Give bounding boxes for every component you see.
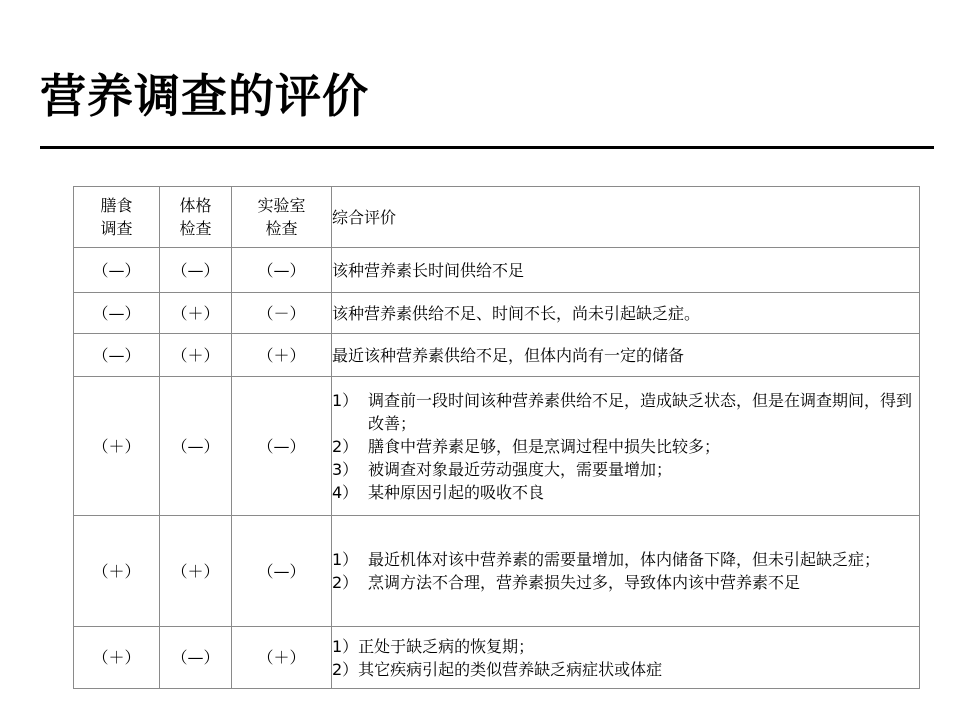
header-physical: 体格 检查 xyxy=(160,187,232,248)
cell-diet: （—） xyxy=(74,334,160,377)
table-row xyxy=(74,248,920,293)
header-diet: 膳食 调查 xyxy=(74,187,160,248)
cell-lab: （—） xyxy=(232,516,332,627)
cell-evaluation xyxy=(332,377,920,516)
header-lab: 实验室 检查 xyxy=(232,187,332,248)
title-divider xyxy=(40,146,934,149)
table-row xyxy=(74,377,920,516)
cell-lab: （＋） xyxy=(232,334,332,377)
cell-diet: （＋） xyxy=(74,516,160,627)
cell-evaluation: 最近该种营养素供给不足，但体内尚有一定的储备 xyxy=(332,334,920,377)
cell-lab: （－） xyxy=(232,293,332,334)
evaluation-table xyxy=(73,186,920,689)
cell-diet: （—） xyxy=(74,293,160,334)
cell-physical: （＋） xyxy=(160,516,232,627)
cell-physical: （—） xyxy=(160,377,232,516)
table-row xyxy=(74,334,920,377)
table-header-row xyxy=(74,187,920,248)
table-row xyxy=(74,516,920,627)
evaluation-item: 2）其它疾病引起的类似营养缺乏病症状或体症 xyxy=(332,659,663,679)
cell-diet: （＋） xyxy=(74,627,160,689)
cell-physical: （＋） xyxy=(160,293,232,334)
cell-diet: （＋） xyxy=(74,377,160,516)
evaluation-item: 1） 最近机体对该中营养素的需要量增加，体内储备下降，但未引起缺乏症； xyxy=(332,550,881,569)
cell-diet: （—） xyxy=(74,248,160,293)
cell-lab: （—） xyxy=(232,248,332,293)
evaluation-item: 1） 调查前一段时间该种营养素供给不足，造成缺乏状态，但是在调查期间，得到改善； xyxy=(332,390,913,433)
table-row xyxy=(74,293,920,334)
evaluation-item: 4） 某种原因引起的吸收不良 xyxy=(332,482,545,502)
evaluation-item: 1）正处于缺乏病的恢复期； xyxy=(332,636,535,656)
cell-evaluation xyxy=(332,516,920,627)
evaluation-item: 2） 膳食中营养素足够，但是烹调过程中损失比较多； xyxy=(332,436,721,456)
cell-evaluation: 该种营养素长时间供给不足 xyxy=(332,248,920,293)
cell-lab: （＋） xyxy=(232,627,332,689)
cell-evaluation xyxy=(332,627,920,689)
cell-physical: （＋） xyxy=(160,334,232,377)
evaluation-item: 3） 被调查对象最近劳动强度大，需要量增加； xyxy=(332,459,673,479)
cell-physical: （—） xyxy=(160,248,232,293)
table-row xyxy=(74,627,920,689)
cell-physical: （—） xyxy=(160,627,232,689)
header-evaluation: 综合评价 xyxy=(332,187,920,248)
cell-evaluation: 该种营养素供给不足、时间不长，尚未引起缺乏症。 xyxy=(332,293,920,334)
cell-lab: （—） xyxy=(232,377,332,516)
evaluation-item: 2） 烹调方法不合理，营养素损失过多，导致体内该中营养素不足 xyxy=(332,573,801,592)
page-title: 营养调查的评价 xyxy=(40,69,369,123)
